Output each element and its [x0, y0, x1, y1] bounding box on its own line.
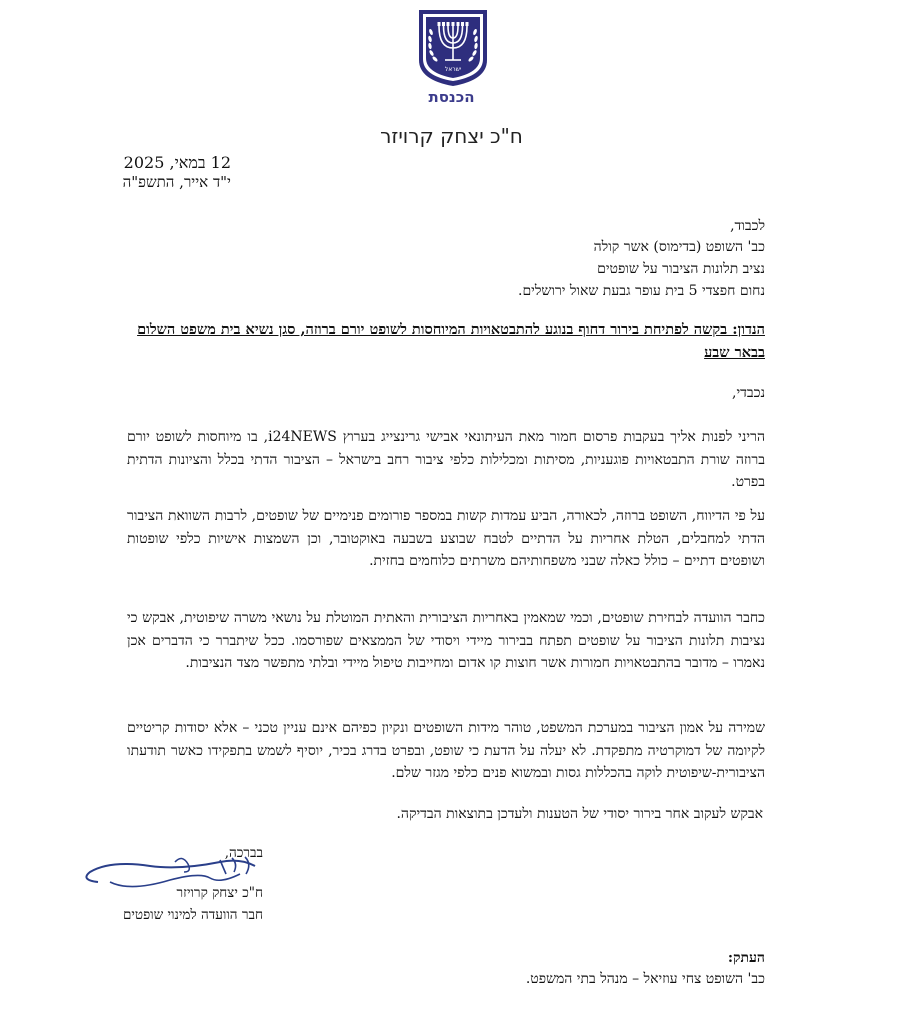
signoff-role: חבר הוועדה למינוי שופטים — [122, 907, 263, 923]
signoff-name: ח"כ יצחק קרויזר — [176, 885, 263, 901]
gregorian-date: 12 במאי, 2025 — [123, 153, 231, 172]
body-paragraph-1: הריני לפנות אליך בעקבות פרסום חמור מאת העיתונאי אבישי גרינצייג בערוץ i24NEWS, בו מיוחסות לשופט יורם ברוזה שורת התבטאויות פוגעניות, מסיתות ומכלילות כלפי ציבור רחב בישראל – הציבור הדתי בכלל והציונות הדתית בפרט. — [127, 429, 766, 490]
recipient-role: נציב תלונות הציבור על שופטים — [597, 261, 765, 277]
signoff-greeting: בברכה, — [224, 845, 263, 861]
closing-request: אבקש לעקוב אחר בירור יסודי של הטענות ולעדכן בתוצאות הבדיקה. — [396, 806, 763, 822]
hebrew-date: י"ד אייר, התשפ"ה — [122, 173, 231, 191]
subject-line: הנדון: בקשה לפתיחת בירור דחוף בנוגע להתבטאויות המיוחסות לשופט יורם ברוזה, סגן נשיא בית משפט השלום בבאר שבע — [137, 321, 765, 361]
salutation: נכבדי, — [732, 385, 765, 401]
org-name: הכנסת — [428, 88, 475, 106]
recipient-address: נחום חפצדי 5 בית עופר גבעת שאול ירושלים. — [518, 283, 765, 299]
cc-line: כב' השופט צחי עוזיאל – מנהל בתי המשפט. — [525, 971, 765, 987]
emblem-text: ישראל — [444, 66, 462, 73]
body-paragraph-4: שמירה על אמון הציבור במערכת המשפט, טוהר מידות השופטים ונקיון כפיהם אינם עניין טכני – אלא יסודות קריטיים לקיומה של דמוקרטיה מתפקדת. לא יעלה על הדעת כי שופט, ובפרט בדרג בכיר, יוסיף לשמש בתפקידו כאשר תודעתו הציבורית-שיפוטית לוקה בהכללות גסות ובמשוא פנים כלפי מגזר שלם. — [127, 720, 765, 781]
recipient-name: כב' השופט (בדימוס) אשר קולה — [593, 239, 765, 255]
knesset-emblem-icon — [415, 8, 491, 88]
mk-name-title: ח"כ יצחק קרויזר — [380, 124, 523, 148]
body-paragraph-3: כחבר הוועדה לבחירת שופטים, וכמי שמאמין באחריות הציבורית והאתית המוטלת על נושאי משרה שיפוטית, אבקש כי נציבות תלונות הציבור על שופטים תפתח בבירור מיידי ויסודי של הממצאים שפורסמו. ככל שיתברר כי הדברים אכן נאמרו – מדובר בהתבטאויות חמורות אשר חוצות קו אדום ומחייבות טיפול מיידי ובלתי מתפשר מצד הנציבות. — [127, 610, 765, 671]
body-paragraph-2: על פי הדיווח, השופט ברוזה, לכאורה, הביע עמדות קשות במספר פורומים פנימיים של שופטים, לרבות השוואת הציבור הדתי למחבלים, הטלת אחריות על הדתיים לטבח שבוצע בשבעה באוקטובר, וכן השמצות אישיות כלפי שופטות ושופטים דתיים – כולל כאלה שבני משפחותיהם משרתים כלוחמים בחזית. — [127, 508, 765, 569]
cc-title: העתק: — [727, 950, 765, 966]
recipient-honorific: לכבוד, — [730, 218, 765, 234]
